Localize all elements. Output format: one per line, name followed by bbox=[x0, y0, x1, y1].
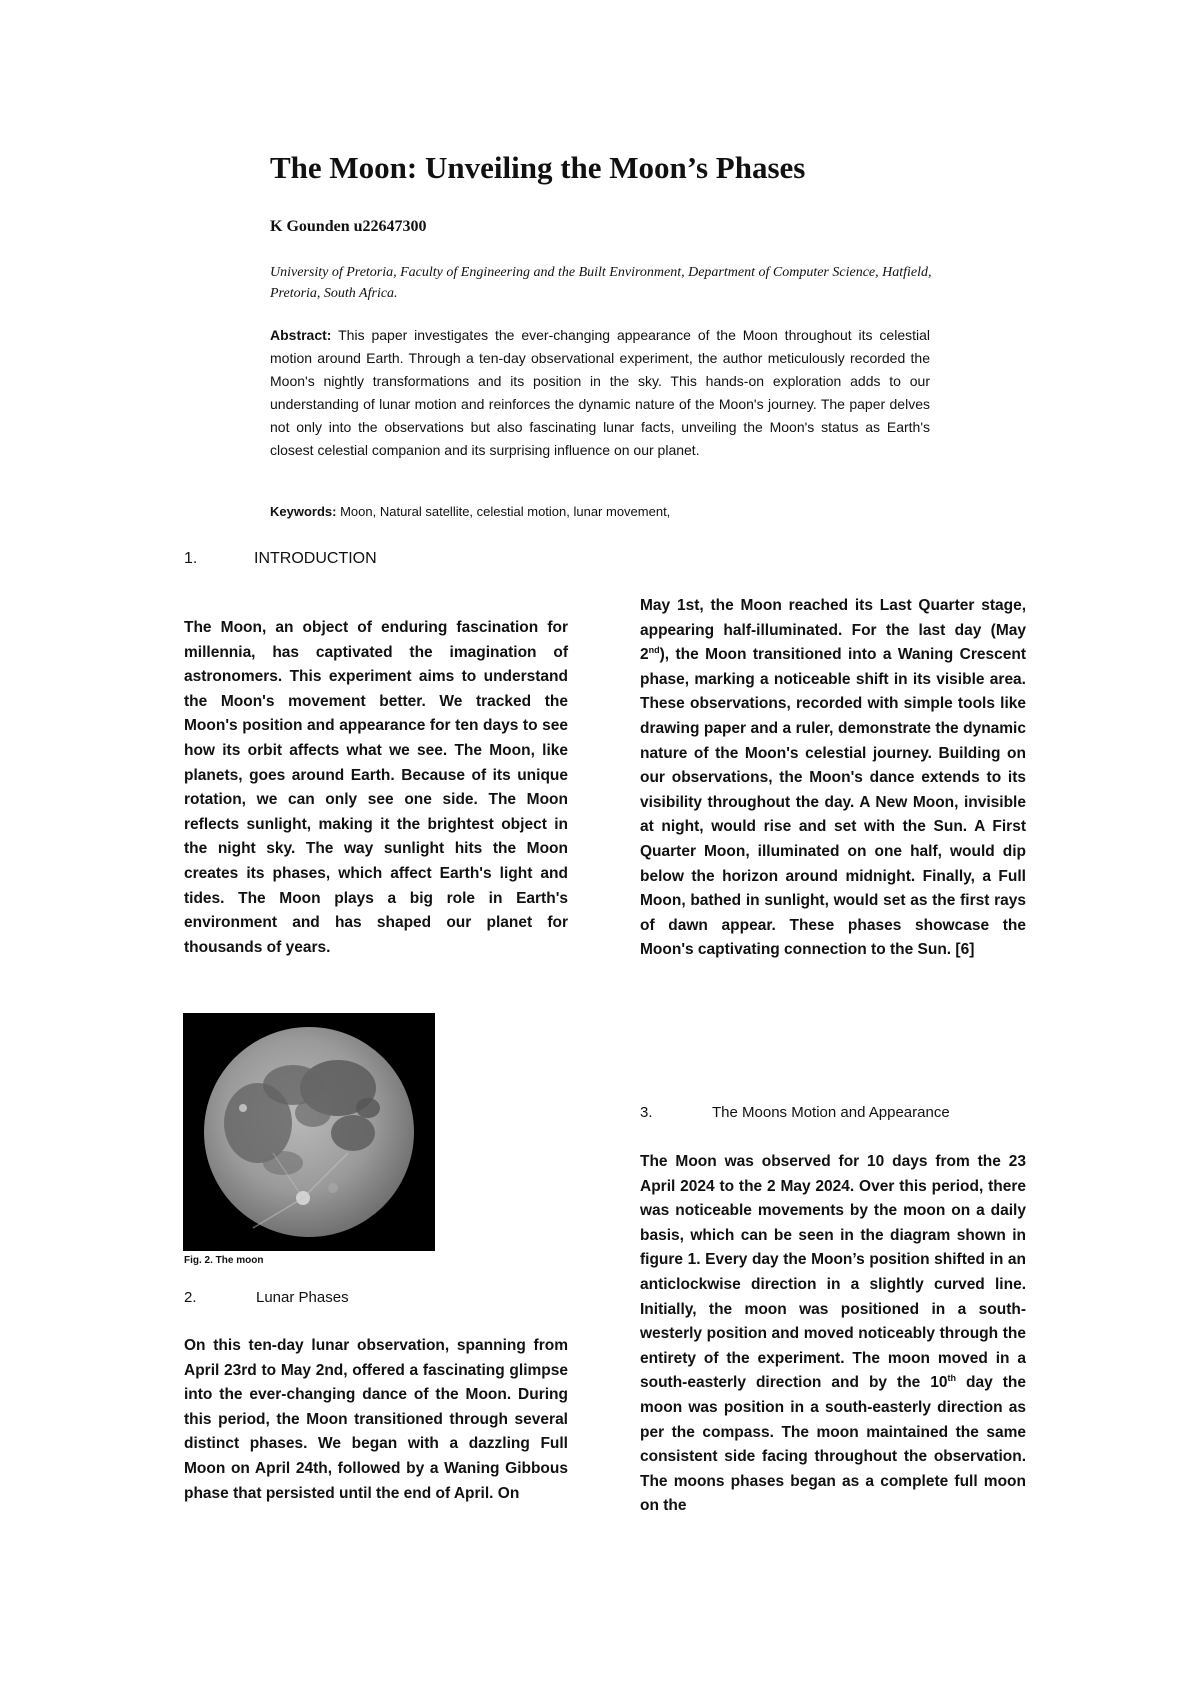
lunar-phases-paragraph: On this ten-day lunar observation, spanning from April 23rd to May 2nd, offered a fascinating glimpse into the ever-changing dance of the Moon. During this period, the Moon transitioned through several distinct phases. We began with a dazzling Full Moon on April 24th, followed by a Waning Gibbous phase that persisted until the end of April. On bbox=[184, 1337, 568, 1502]
section-number: 1. bbox=[184, 550, 198, 567]
keywords-label: Keywords: bbox=[270, 504, 337, 519]
author-line: K Gounden u22647300 bbox=[270, 218, 427, 235]
section-heading-moons-motion bbox=[640, 1102, 950, 1124]
figure-caption: Fig. 2. The moon bbox=[184, 1255, 264, 1266]
section-number: 3. bbox=[640, 1104, 653, 1121]
text-segment: The Moon was observed for 10 days from the 23 April 2024 to the 2 May 2024. Over this period, there was noticeable movements by the moon on a daily basis, which can be seen in the diagram shown in figure 1. Every day the Moon’s position shifted in an anticlockwise direction in a slightly curved line. Initially, the moon was positioned in a south-westerly position and moved noticeably through the entirety of the experiment. The moon moved in a south-easterly direction and by the 10 bbox=[640, 1153, 1026, 1392]
paper-title: The Moon: Unveiling the Moon’s Phases bbox=[270, 150, 806, 185]
abstract-label: Abstract: bbox=[270, 327, 332, 343]
introduction-paragraph: The Moon, an object of enduring fascination for millennia, has captivated the imagination of astronomers. This experiment aims to understand the Moon's movement better. We tracked the Moon's position and appearance for ten days to see how its orbit affects what we see. The Moon, like planets, goes around Earth. Because of its unique rotation, we can only see one side. The Moon reflects sunlight, making it the brightest object in the night sky. The way sunlight hits the Moon creates its phases, which affect Earth's light and tides. The Moon plays a big role in Earth's environment and has shaped our planet for thousands of years. bbox=[184, 619, 568, 956]
section-heading-introduction bbox=[184, 548, 377, 570]
section-number: 2. bbox=[184, 1289, 197, 1306]
section-title: INTRODUCTION bbox=[254, 550, 377, 567]
section-title: The Moons Motion and Appearance bbox=[712, 1104, 950, 1121]
lunar-phases-continued-paragraph bbox=[640, 594, 1026, 963]
affiliation: University of Pretoria, Faculty of Engineering and the Built Environment, Department of Computer Science, Hatfield, Pretoria, South Africa. bbox=[270, 265, 932, 301]
keywords-text: Moon, Natural satellite, celestial motion, lunar movement, bbox=[340, 504, 671, 519]
text-segment: May 1st, the Moon reached its Last Quarter stage, appearing half-illuminated. For the last day (May 2 bbox=[640, 597, 1026, 664]
abstract bbox=[270, 324, 930, 462]
moons-motion-paragraph bbox=[640, 1150, 1026, 1519]
full-moon-image bbox=[183, 1013, 435, 1251]
text-segment: ), the Moon transitioned into a Waning Crescent phase, marking a noticeable shift in its visible area. These observations, recorded with simple tools like drawing paper and a ruler, demonstrate the dynamic nature of the Moon's celestial journey. Building on our observations, the Moon's dance extends to its visibility throughout the day. A New Moon, invisible at night, would rise and set with the Sun. A First Quarter Moon, illuminated on one half, would dip below the horizon around midnight. Finally, a Full Moon, bathed in sunlight, would set as the first rays of dawn appear. These phases showcase the Moon's captivating connection to the Sun. [6] bbox=[640, 646, 1026, 959]
text-segment: day the moon was position in a south-easterly direction as per the compass. The moon maintained the same consistent side facing throughout the observation. The moons phases began as a complete full moon on the bbox=[640, 1374, 1026, 1515]
keywords bbox=[270, 501, 930, 523]
abstract-text: This paper investigates the ever-changing appearance of the Moon throughout its celestial motion around Earth. Through a ten-day observational experiment, the author meticulously recorded the Moon's nightly transformations and its position in the sky. This hands-on exploration adds to our understanding of lunar motion and reinforces the dynamic nature of the Moon's journey. The paper delves not only into the observations but also fascinating lunar facts, unveiling the Moon's status as Earth's closest celestial companion and its surprising influence on our planet. bbox=[270, 327, 931, 458]
section-title: Lunar Phases bbox=[256, 1289, 349, 1306]
moon-figure bbox=[183, 1013, 435, 1251]
superscript: nd bbox=[648, 645, 660, 656]
superscript: th bbox=[947, 1373, 957, 1384]
section-heading-lunar-phases bbox=[184, 1287, 349, 1309]
